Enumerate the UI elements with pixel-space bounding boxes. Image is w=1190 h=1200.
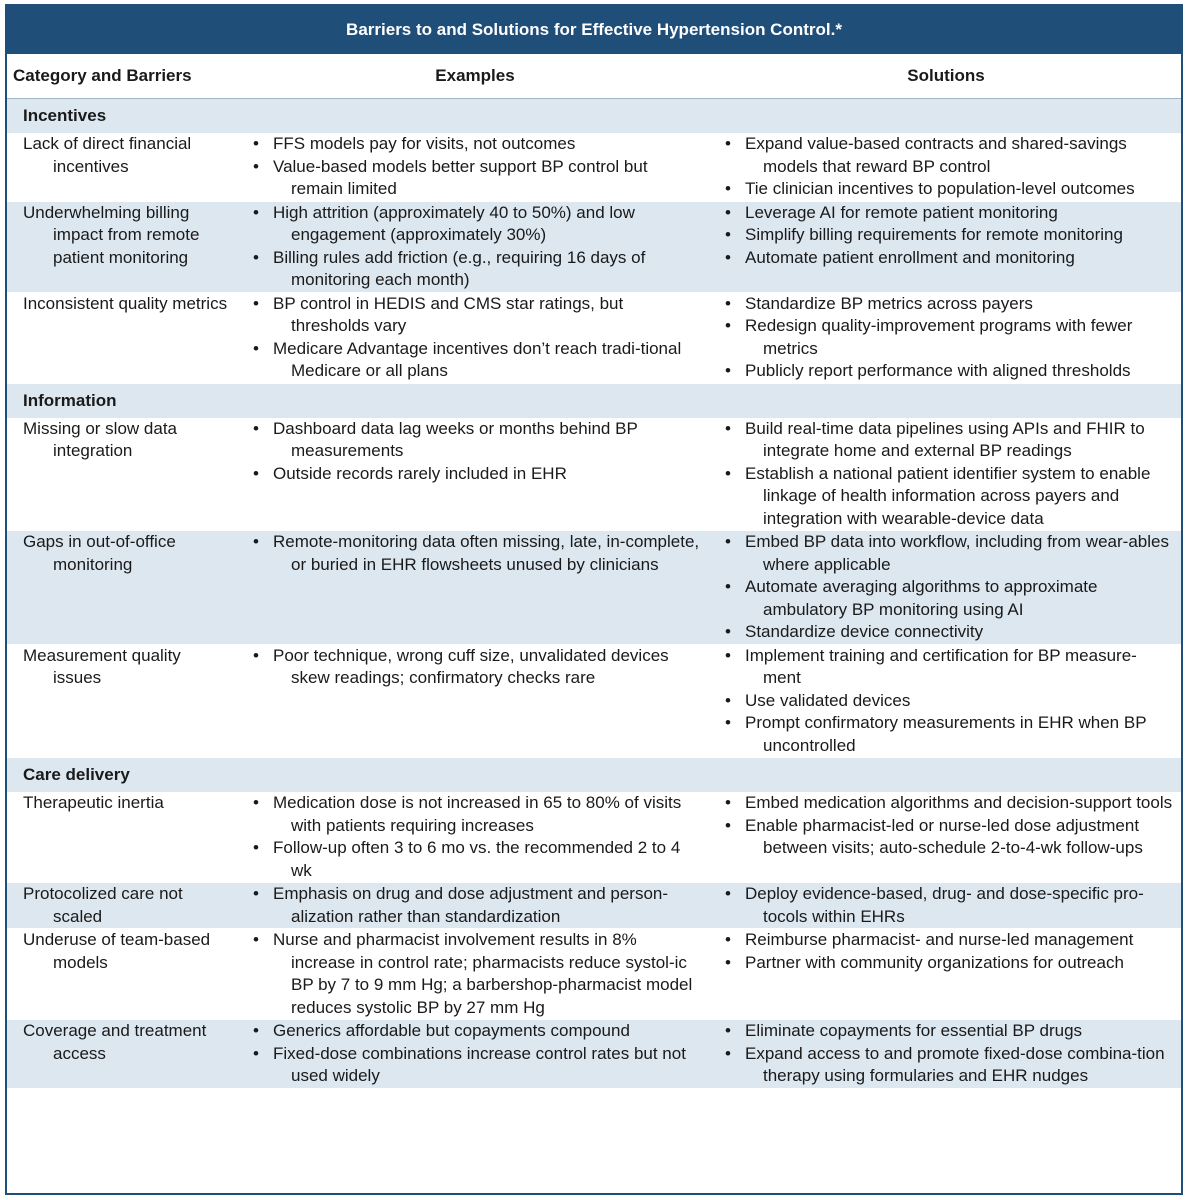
bullet-icon: •	[253, 418, 259, 438]
solutions-list	[711, 645, 1173, 758]
barrier-cell	[7, 1020, 239, 1089]
bullet-icon: •	[725, 884, 731, 903]
examples-cell	[239, 418, 711, 531]
bullet-icon: •	[725, 1021, 731, 1040]
barriers-solutions-table	[7, 54, 1181, 1089]
bullet-icon: •	[253, 463, 259, 483]
list-item-text: Follow-up often 3 to 6 mo vs. the recommended 2 to 4 wk	[273, 838, 681, 880]
bullet-icon: •	[253, 247, 259, 267]
table-title: Barriers to and Solutions for Effective Hypertension Control.*	[7, 6, 1181, 54]
list-item	[711, 418, 1173, 463]
table-row	[7, 133, 1181, 201]
list-item	[711, 315, 1173, 360]
solutions-list	[711, 531, 1173, 644]
barrier-text: Gaps in out-of-office monitoring	[23, 532, 176, 574]
bullet-icon: •	[253, 293, 259, 313]
section-row	[7, 99, 1181, 134]
table-row	[7, 292, 1181, 383]
list-item-text: Standardize BP metrics across payers	[745, 293, 1033, 313]
bullet-icon: •	[253, 338, 259, 358]
solutions-cell	[711, 133, 1181, 201]
list-item-text: Partner with community organizations for outreach	[745, 952, 1124, 972]
barrier-text: Protocolized care not scaled	[23, 884, 183, 926]
barrier-cell	[7, 133, 239, 201]
list-item-text: Eliminate copayments for essential BP drugs	[745, 1021, 1083, 1040]
barrier-cell	[7, 531, 239, 645]
list-item	[239, 463, 703, 486]
list-item-text: Build real-time data pipelines using APIs and FHIR to integrate home and external BP readings	[745, 418, 1145, 460]
list-item	[239, 883, 703, 928]
list-item	[711, 712, 1173, 757]
solutions-list	[711, 929, 1173, 974]
list-item	[239, 247, 703, 292]
list-item-text: Generics affordable but copayments compound	[273, 1021, 630, 1040]
list-item	[711, 247, 1173, 270]
list-item-text: Enable pharmacist-led or nurse-led dose adjustment between visits; auto-schedule 2-to-4-wk follow-ups	[745, 815, 1143, 857]
list-item-text: Redesign quality-improvement programs with fewer metrics	[745, 316, 1133, 358]
list-item	[711, 929, 1173, 952]
list-item-text: Billing rules add friction (e.g., requiring 16 days of monitoring each month)	[273, 247, 646, 289]
list-item	[239, 837, 703, 882]
list-item	[239, 792, 703, 837]
barrier-cell	[7, 883, 239, 929]
list-item	[239, 293, 703, 338]
list-item	[711, 531, 1173, 576]
list-item-text: Outside records rarely included in EHR	[273, 463, 567, 483]
examples-cell	[239, 644, 711, 758]
bullet-icon: •	[725, 316, 731, 335]
bullet-icon: •	[725, 815, 731, 835]
list-item	[711, 883, 1173, 928]
table-row	[7, 1020, 1181, 1089]
bullet-icon: •	[725, 952, 731, 972]
solutions-list	[711, 883, 1173, 928]
column-header-category: Category and Barriers	[7, 54, 239, 99]
examples-list	[239, 1020, 703, 1088]
list-item	[239, 531, 703, 576]
bullet-icon: •	[253, 838, 259, 857]
table-row	[7, 929, 1181, 1020]
examples-cell	[239, 883, 711, 929]
list-item	[711, 690, 1173, 713]
solutions-cell	[711, 929, 1181, 1020]
list-item-text: Dashboard data lag weeks or months behind BP measurements	[273, 418, 638, 460]
list-item-text: Value-based models better support BP control but remain limited	[273, 156, 648, 198]
bullet-icon: •	[725, 463, 731, 483]
list-item-text: Prompt confirmatory measurements in EHR when BP uncontrolled	[745, 713, 1147, 755]
list-item	[711, 815, 1173, 860]
bullet-icon: •	[725, 793, 731, 812]
list-item	[711, 621, 1173, 644]
list-item-text: Standardize device connectivity	[745, 622, 984, 641]
solutions-cell	[711, 531, 1181, 645]
section-heading: Incentives	[7, 99, 1181, 134]
bullet-icon: •	[725, 645, 731, 665]
list-item	[239, 929, 703, 1019]
list-item	[711, 952, 1173, 975]
list-item	[239, 418, 703, 463]
solutions-cell	[711, 201, 1181, 292]
section-heading: Care delivery	[7, 758, 1181, 793]
bullet-icon: •	[725, 293, 731, 313]
examples-cell	[239, 531, 711, 645]
bullet-icon: •	[725, 134, 731, 153]
bullet-icon: •	[253, 202, 259, 222]
list-item	[239, 1020, 703, 1043]
table-row	[7, 883, 1181, 929]
bullet-icon: •	[253, 1021, 259, 1040]
examples-list	[239, 293, 703, 383]
list-item	[711, 645, 1173, 690]
bullet-icon: •	[725, 179, 731, 198]
list-item-text: Poor technique, wrong cuff size, unvalidated devices skew readings; confirmatory checks rare	[273, 645, 669, 687]
bullet-icon: •	[253, 156, 259, 176]
examples-list	[239, 929, 703, 1019]
list-item-text: Tie clinician incentives to population-level outcomes	[745, 179, 1135, 198]
list-item-text: Emphasis on drug and dose adjustment and person-alization rather than standardization	[273, 884, 669, 926]
table-row	[7, 792, 1181, 883]
barrier-cell	[7, 201, 239, 292]
list-item-text: Simplify billing requirements for remote monitoring	[745, 225, 1123, 244]
bullet-icon: •	[725, 202, 731, 222]
list-item	[239, 1043, 703, 1088]
list-item	[711, 178, 1173, 201]
list-item-text: Implement training and certification for BP measure-ment	[745, 645, 1137, 687]
section-row	[7, 383, 1181, 418]
solutions-cell	[711, 292, 1181, 383]
examples-cell	[239, 292, 711, 383]
table-row	[7, 418, 1181, 531]
bullet-icon: •	[725, 247, 731, 267]
bullet-icon: •	[253, 532, 259, 551]
solutions-cell	[711, 792, 1181, 883]
examples-list	[239, 133, 703, 201]
list-item-text: Fixed-dose combinations increase control rates but not used widely	[273, 1043, 686, 1085]
examples-list	[239, 531, 703, 576]
column-header-solutions: Solutions	[711, 54, 1181, 99]
bullet-icon: •	[725, 690, 731, 710]
list-item-text: Expand value-based contracts and shared-savings models that reward BP control	[745, 134, 1127, 176]
list-item	[711, 224, 1173, 247]
list-item	[711, 293, 1173, 316]
examples-cell	[239, 792, 711, 883]
list-item	[711, 792, 1173, 815]
solutions-cell	[711, 644, 1181, 758]
section-row	[7, 758, 1181, 793]
list-item-text: Expand access to and promote fixed-dose combina-tion therapy using formularies and EHR nudges	[745, 1043, 1165, 1085]
solutions-list	[711, 202, 1173, 270]
barrier-text: Lack of direct financial incentives	[23, 134, 192, 176]
barrier-text: Inconsistent quality metrics	[23, 293, 228, 313]
solutions-list	[711, 418, 1173, 531]
examples-list	[239, 418, 703, 486]
bullet-icon: •	[725, 577, 731, 596]
examples-cell	[239, 201, 711, 292]
table-row	[7, 531, 1181, 645]
examples-list	[239, 883, 703, 928]
barrier-cell	[7, 929, 239, 1020]
table-body	[7, 99, 1181, 1089]
list-item-text: Remote-monitoring data often missing, late, in-complete, or buried in EHR flowsheets unused by clinicians	[273, 532, 700, 574]
bullet-icon: •	[725, 418, 731, 438]
list-item-text: Leverage AI for remote patient monitoring	[745, 202, 1058, 222]
bullet-icon: •	[725, 1043, 731, 1063]
list-item-text: Deploy evidence-based, drug- and dose-specific pro-tocols within EHRs	[745, 884, 1144, 926]
list-item	[711, 1043, 1173, 1088]
list-item-text: Embed BP data into workflow, including from wear-ables where applicable	[745, 532, 1169, 574]
barrier-cell	[7, 292, 239, 383]
bullet-icon: •	[725, 713, 731, 732]
list-item-text: Automate patient enrollment and monitoring	[745, 247, 1075, 267]
list-item	[239, 202, 703, 247]
list-item	[711, 360, 1173, 383]
list-item-text: Nurse and pharmacist involvement results in 8% increase in control rate; pharmacists reduce systol-ic BP by 7 to 9 mm Hg; a barbershop-pharmacist model reduces systolic BP by 27 mm Hg	[273, 930, 693, 1017]
section-heading: Information	[7, 383, 1181, 418]
solutions-list	[711, 1020, 1173, 1088]
bullet-icon: •	[253, 134, 259, 153]
solutions-list	[711, 133, 1173, 201]
list-item-text: Establish a national patient identifier system to enable linkage of health information across payers and integration with wearable-device data	[745, 463, 1151, 528]
table-row	[7, 644, 1181, 758]
examples-list	[239, 645, 703, 690]
bullet-icon: •	[725, 225, 731, 244]
hypertension-table-figure	[5, 4, 1183, 1195]
table-row	[7, 201, 1181, 292]
list-item	[711, 133, 1173, 178]
bullet-icon: •	[253, 930, 259, 949]
bullet-icon: •	[253, 1043, 259, 1063]
solutions-cell	[711, 418, 1181, 531]
solutions-list	[711, 792, 1173, 860]
bullet-icon: •	[725, 532, 731, 551]
examples-cell	[239, 133, 711, 201]
list-item-text: Reimburse pharmacist- and nurse-led management	[745, 930, 1134, 949]
list-item	[239, 133, 703, 156]
list-item-text: Medication dose is not increased in 65 to 80% of visits with patients requiring increases	[273, 793, 682, 835]
list-item-text: BP control in HEDIS and CMS star ratings, but thresholds vary	[273, 293, 624, 335]
barrier-text: Underwhelming billing impact from remote patient monitoring	[23, 202, 200, 267]
examples-cell	[239, 1020, 711, 1089]
barrier-text: Missing or slow data integration	[23, 418, 178, 460]
bullet-icon: •	[725, 361, 731, 380]
bullet-icon: •	[253, 645, 259, 665]
list-item-text: Automate averaging algorithms to approximate ambulatory BP monitoring using AI	[745, 577, 1098, 619]
column-header-row	[7, 54, 1181, 99]
bullet-icon: •	[253, 884, 259, 903]
barrier-cell	[7, 418, 239, 531]
barrier-text: Coverage and treatment access	[23, 1021, 207, 1063]
barrier-text: Measurement quality issues	[23, 645, 181, 687]
list-item-text: Medicare Advantage incentives don’t reach tradi-tional Medicare or all plans	[273, 338, 682, 380]
solutions-list	[711, 293, 1173, 383]
examples-cell	[239, 929, 711, 1020]
list-item	[239, 156, 703, 201]
barrier-cell	[7, 792, 239, 883]
list-item-text: Use validated devices	[745, 690, 911, 710]
list-item	[711, 576, 1173, 621]
solutions-cell	[711, 1020, 1181, 1089]
list-item-text: Embed medication algorithms and decision-support tools	[745, 793, 1173, 812]
list-item	[239, 645, 703, 690]
barrier-text: Underuse of team-based models	[23, 930, 211, 972]
list-item	[711, 202, 1173, 225]
list-item-text: High attrition (approximately 40 to 50%) and low engagement (approximately 30%)	[273, 202, 635, 244]
barrier-text: Therapeutic inertia	[23, 793, 164, 812]
bullet-icon: •	[725, 622, 731, 641]
list-item	[711, 1020, 1173, 1043]
list-item	[239, 338, 703, 383]
column-header-examples: Examples	[239, 54, 711, 99]
list-item-text: FFS models pay for visits, not outcomes	[273, 134, 576, 153]
barrier-cell	[7, 644, 239, 758]
bullet-icon: •	[253, 793, 259, 812]
bullet-icon: •	[725, 930, 731, 949]
list-item	[711, 463, 1173, 531]
solutions-cell	[711, 883, 1181, 929]
examples-list	[239, 792, 703, 882]
examples-list	[239, 202, 703, 292]
list-item-text: Publicly report performance with aligned thresholds	[745, 361, 1131, 380]
